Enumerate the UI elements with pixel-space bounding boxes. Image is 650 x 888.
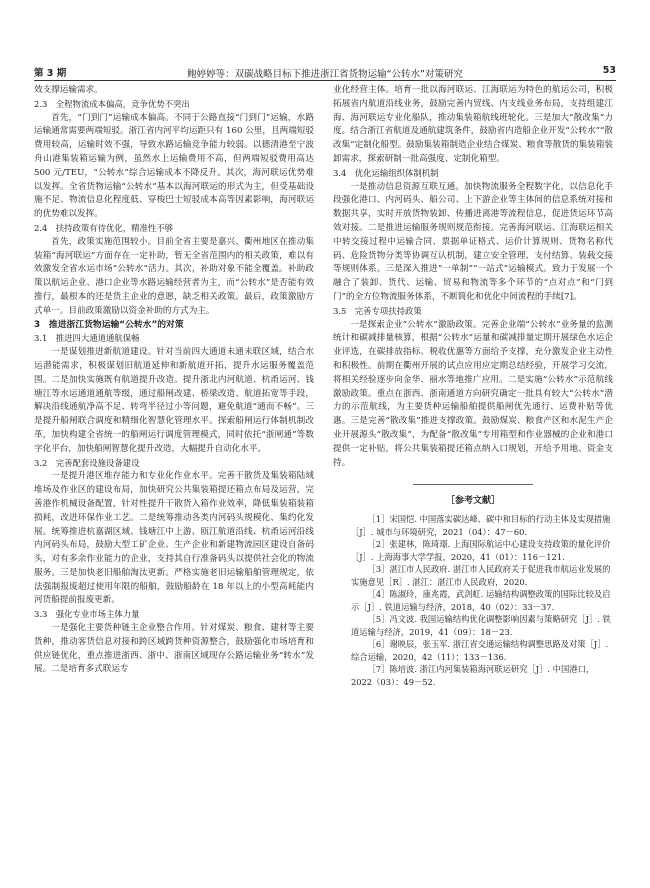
issue-number: 第 3 期 xyxy=(34,68,67,79)
reference-item: ［6］谢映辰，张玉军. 浙江省交通运输结构调整思路及对策［J］. 综合运输，2020，42（11）：133－136. xyxy=(351,639,609,662)
page-number: 53 xyxy=(602,65,616,76)
subsection-heading: 2.4 扶持政策有待优化，精准性不够 xyxy=(34,222,173,233)
body-paragraph: 一是探索企业“公转水”激励政策。完善企业端“公转水”业务量的监测统计和碳减排量核算，根据“公转水”运量和碳减排量定期开展绿色水运企业评选，在碳排放指标、税收优惠等方面给予支撑，充分激发企业主动性和积极性。前期在衢州开展的试点应用应定期总结经验，开展学习交流，将相关经验逐步向金华、丽水等地推广应用。二是实施“公转水”示范航线激励政策。重点在浙西、浙南通道方向研究确定一批具有较大“公转水”潜力的示范航线，为主要货种运输船舶提供船闸优先通行、运费补贴等优惠。三是完善“散改集”推进支撑政策。鼓励煤炭、粮食产区和水泥生产企业开展源头“散改集”，为配备“散改集”专用箱型和作业器械的企业和港口提供一定补贴，将公共集装箱提还箱点纳入口规划，开给予用地、资金支持。 xyxy=(333,319,613,468)
subsection-heading: 2.3 全程物流成本偏高，竞争优势不突出 xyxy=(34,98,190,109)
body-paragraph: 首先，政策实施范围较小。目前全省主要是嘉兴、衢州地区在推动集装箱“海河联运”方面存在一定补助，暂无全省范围内的相关政策，难以有效激发全省水运市场“公转水”活力。其次，补助对象不能全覆盖。补助政策以航运企业、港口企业等水路运输经营者为主，而“公转水”是否能有效推行，最根本的还是货主企业的意愿，缺乏相关政策。最后，政策激励方式单一。目前政策激励以资金补助的方式为主。 xyxy=(34,236,314,316)
reference-item: ［4］陈淑玲，康兆霞，武剑虹. 运输结构调整政策的国际比较及启示［J］. 铁道运输与经济，2018，40（02）：33－37. xyxy=(351,589,611,612)
right-column xyxy=(333,84,613,688)
subsection-heading: 3.4 优化运输组织体制机制 xyxy=(333,167,439,178)
body-paragraph: 业化经营主体。培育一批以海河联运、江海联运为特色的航运公司，积极拓展省内航道沿线业务，鼓励完善内贸线、内支线业务布局，支持组建江海、海河联运专业化船队，推动集装箱航线班轮化。三是加大“散改集”力度。结合浙江省航道及通航建筑条件，鼓励省内造船企业开发“公转水”“散改集”定制化船型。鼓励集装箱制造企业结合煤炭、粮食等散货的集装箱装卸需求，探索研制一批高强度、定制化箱型。 xyxy=(333,85,613,164)
body-paragraph: 一是谋划推进新航道建设。针对当前四大通道未通未联区域，结合水运潜能需求，积极谋划旧航道延伸和新航道开拓，提升水运服务覆盖范围。二是加快实施既有航道提升改造。提升浙北内河航道、杭甬运河、钱塘江等水运通道通航等级，通过船闸改建、桥梁改造、航道拓宽等手段，解决沿线通航净高不足、转弯半径过小等问题，避免航道“通而不畅”。三是提升船闸联合调度和精细化智慧化管理水平。探索船闸运行体制机制改革，加快构建全省统一的船闸运行调度管理模式，同时依托“浙闸通”等数字化平台，加快船闸智慧化提升改造，大幅提升自动化水平。 xyxy=(34,347,314,454)
body-paragraph: 一是强化主要货种链主企业整合作用。针对煤炭、粮食、建材等主要货种，推动客货信息对接和跨区域跨货种资源整合，鼓励强化市场培育和供应链优化，重点推进浙西、浙中、浙南区域现存公路运输业务“转水”发展。二是培育多式联运专 xyxy=(34,623,314,675)
running-title: 鲍婷婷等：双碳战略目标下推进浙江省货物运输“公转水”对策研究 xyxy=(187,69,463,80)
body-paragraph: 首先，“门到门”运输成本偏高。不同于公路直接“门到门”运输，水路运输通常需要两端短驳。浙江省内河平均运距只有 160 公里，且两端短驳费用较高，运输时效不强，导致水路运输竞争能力较弱。以德清港至宁波舟山港集装箱运输为例，虽然水上运输费用不高，但两端短驳费用高达 500 元/TEU，“公转水”综合运输成本不降反升。其次，海河联运优势难以发挥。全省货物运输“公转水”基本以海河联运的形式为主，但受基础设施不足、物流信息化程度低、穿梭巴士短驳成本高等因素影响，海河联运的优势难以发挥。 xyxy=(34,112,314,220)
subsection-heading: 3.1 推进四大通道通航保畅 xyxy=(34,333,140,344)
section-heading: 3 推进浙江货物运输“公转水”的对策 xyxy=(34,319,184,330)
subsection-heading: 3.2 完善配套设施设备建设 xyxy=(34,457,140,468)
references-heading: ［参考文献］ xyxy=(413,484,533,509)
running-header xyxy=(34,64,616,81)
subsection-heading: 3.5 完善专项扶持政策 xyxy=(333,305,422,316)
body-paragraph: 一是提升港区堆存能力和专业化作业水平。完善干散货及集装箱陆域堆场及作业区的建设布局，加快研究公共集装箱提还箱点布局及运营，完善港作机械设备配置，针对性提升干散货入箱作业效率，降低集装箱装箱损耗，改进环保作业工艺。二是统筹推动各类内河码头规模化、集约化发展。统筹推进杭嘉湖区域、钱塘江中上游、瓯江航道沿线、杭甬运河沿线内河码头布局，鼓励大型工矿企业、生产企业和新建物流园区建设自备码头，对有多余作业能力的企业，支持其自行准备码头以提供社会化的物流服务。三是加快老旧船舶淘汰更新。严格实施老旧运输船舶管理规定，依法强制报废超过使用年限的船舶，鼓励船龄在 18 年以上的小型高耗能内河货船提前报废更新。 xyxy=(34,471,314,606)
reference-item: ［5］冯文波. 我国运输结构优化调整影响因素与策略研究［J］. 铁道运输与经济，2019，41（09）：18－23. xyxy=(351,614,611,637)
body-paragraph: 效支撑运输需求。 xyxy=(34,85,103,95)
subsection-heading: 3.3 强化专业市场主体力量 xyxy=(34,609,140,620)
reference-item: ［3］湛江市人民政府. 湛江市人民政府关于促进我市航运业发展的实施意见［R］. 湛江：湛江市人民政府，2020. xyxy=(351,564,611,587)
reference-item: ［7］陈培波. 浙江内河集装箱海河联运研究［J］. 中国港口，2022（03）：49－52. xyxy=(351,664,595,687)
reference-item: ［2］张建林，陈琦璟. 上海国际航运中心建设支持政策的量化评价［J］. 上海海事大学学报，2020，41（01）：116－121. xyxy=(351,539,611,562)
body-paragraph: 一是推动信息资源互联互通。加快物流服务全程数字化，以信息化手段强化港口、内河码头、船公司、上下游企业等主体间的信息系统对接和数据共享，实时开放货物装卸、传播进离港等流程信息，促进货运环节高效对接。二是推进运输服务规则规范衔接。完善海河联运、江海联运相关中转交接过程中运输合同、票据单证格式、运价计算规则、货物名称代码、危险货物分类等协调互认机制，建立安全管理、支付结算、装载交接等规则体系。三是深入推进“一单制”“一站式”运输模式。致力于发展一个融合了装卸、货代、运输、贸易和物流等多个环节的“点对点”和“门到门”的全方位物流服务体系，不断简化和优化中间流程的手续[7]。 xyxy=(333,181,613,302)
left-column xyxy=(34,84,314,677)
reference-item: ［1］宋国恺. 中国落实碳达峰、碳中和目标的行动主体及实现措施［J］. 城市与环境研究，2021（04）：47－60. xyxy=(351,514,611,537)
